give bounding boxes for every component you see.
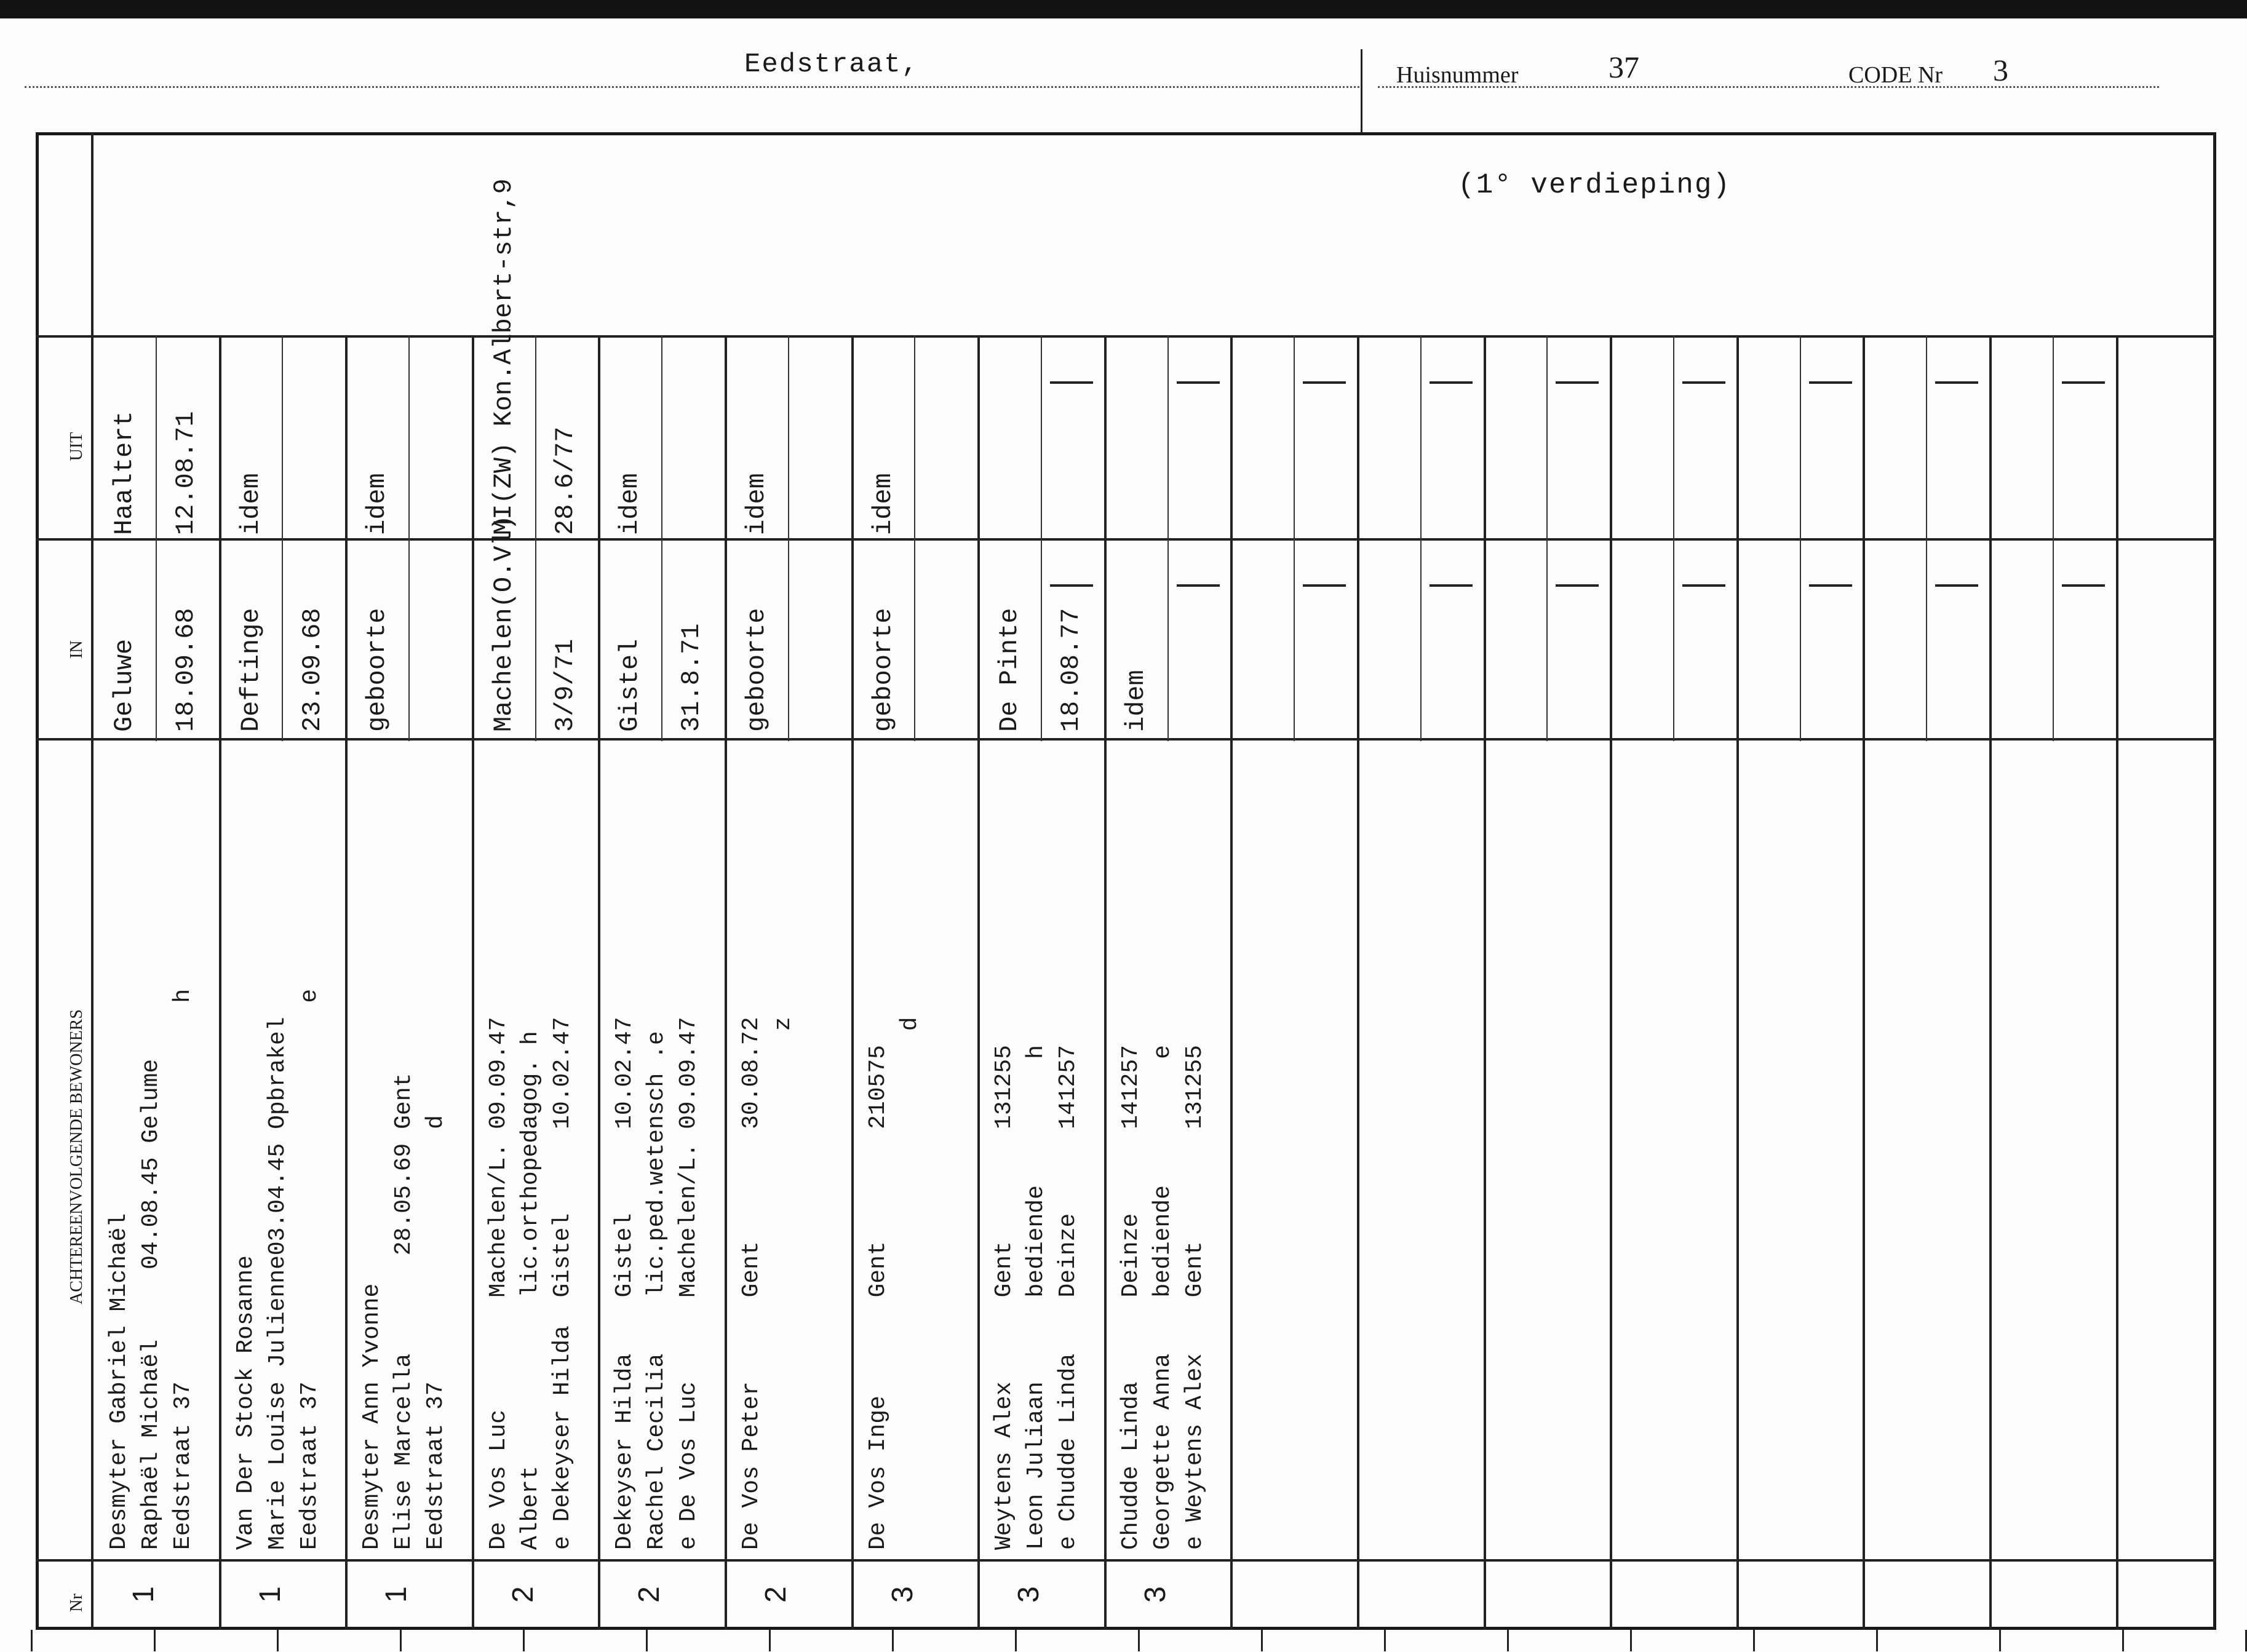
cell-split-line xyxy=(1294,538,1295,741)
in-date: 18.09.68 xyxy=(171,608,201,732)
bottom-edge-tick xyxy=(769,1630,771,1651)
uit-date: 12.08.71 xyxy=(171,411,201,535)
in-date: 3/9/71 xyxy=(550,638,580,732)
in-place: idem xyxy=(1121,670,1151,732)
bottom-edge-tick xyxy=(1261,1630,1263,1651)
in-date: 31.8.71 xyxy=(677,623,707,732)
header-dotted-line xyxy=(25,86,1359,88)
empty-cell-dash xyxy=(2062,584,2105,587)
row-number: 2 xyxy=(633,1586,666,1603)
bottom-edge-tick xyxy=(1015,1630,1017,1651)
empty-cell-dash xyxy=(1682,584,1725,587)
resident-entry: De Vos Peter Gent 30.08.72 z xyxy=(738,1017,797,1550)
floor-note: (1° verdieping) xyxy=(1458,169,1732,201)
band-divider-in xyxy=(36,538,2216,541)
column-divider xyxy=(1736,335,1739,1630)
empty-cell-dash xyxy=(1556,584,1599,587)
resident-entry: Desmyter Gabriel Michaël Raphaël Michaël 04.08.45 Gelume Eedstraat 37 h xyxy=(106,988,196,1550)
empty-cell-dash xyxy=(1556,381,1599,384)
label-residents: ACHTEREENVOLGENDE BEWONERS xyxy=(67,1009,86,1305)
in-place: Gistel xyxy=(615,638,645,732)
empty-cell-dash xyxy=(1682,381,1725,384)
bottom-edge-tick xyxy=(1876,1630,1878,1651)
row-number: 3 xyxy=(1139,1586,1172,1603)
cell-split-line xyxy=(788,538,789,741)
row-number: 1 xyxy=(380,1586,413,1603)
row-number: 3 xyxy=(886,1586,919,1603)
column-divider xyxy=(1863,335,1865,1630)
cell-split-line xyxy=(1673,335,1674,538)
cell-split-line xyxy=(282,538,283,741)
cell-split-line xyxy=(282,335,283,538)
empty-cell-dash xyxy=(2062,381,2105,384)
cell-split-line xyxy=(1167,335,1169,538)
row-number: 1 xyxy=(253,1586,287,1603)
bottom-edge-tick xyxy=(1630,1630,1632,1651)
uit-date: 28.6/77 xyxy=(550,426,580,535)
cell-split-line xyxy=(1673,538,1674,741)
cell-split-line xyxy=(1546,335,1548,538)
band-divider-nr xyxy=(36,1559,2216,1562)
bottom-edge-tick xyxy=(892,1630,894,1651)
in-place: Geluwe xyxy=(109,638,139,732)
empty-cell-dash xyxy=(1430,584,1473,587)
cell-split-line xyxy=(1420,335,1422,538)
column-divider xyxy=(472,335,474,1630)
uit-place: idem xyxy=(236,473,266,535)
resident-entry: Dekeyser Hilda Gistel 10.02.47 Rachel Cecilia lic.ped.wetensch .e e De Vos Luc Machelen/L. 09.09.47 xyxy=(611,1017,702,1550)
column-divider xyxy=(219,335,221,1630)
label-uit: UIT xyxy=(67,432,86,461)
resident-entry: Weytens Alex Gent 131255 Leon Juliaan bediende h e Chudde Linda Deinze 141257 xyxy=(991,1045,1082,1550)
row-number: 2 xyxy=(506,1586,539,1603)
bottom-edge-tick xyxy=(2122,1630,2124,1651)
empty-cell-dash xyxy=(1177,584,1220,587)
column-divider xyxy=(2116,335,2118,1630)
band-divider-uit xyxy=(36,335,2216,338)
bottom-edge-tick xyxy=(523,1630,525,1651)
row-number: 2 xyxy=(759,1586,792,1603)
code-label: CODE Nr xyxy=(1848,62,1943,88)
in-place: De Pinte xyxy=(995,608,1025,732)
column-divider xyxy=(725,335,727,1630)
cell-split-line xyxy=(156,335,157,538)
in-place: geboorte xyxy=(362,608,392,732)
cell-split-line xyxy=(1800,335,1801,538)
cell-split-line xyxy=(408,335,410,538)
bottom-edge-tick xyxy=(400,1630,402,1651)
bottom-edge-tick xyxy=(1999,1630,2001,1651)
uit-place: idem xyxy=(362,473,392,535)
street-name: Eedstraat, xyxy=(744,49,920,80)
empty-cell-dash xyxy=(1935,381,1978,384)
cell-split-line xyxy=(914,538,915,741)
column-divider xyxy=(598,335,600,1630)
cell-split-line xyxy=(1167,538,1169,741)
house-number-value: 37 xyxy=(1609,50,1639,84)
scan-top-edge xyxy=(0,0,2247,18)
cell-split-line xyxy=(1926,335,1927,538)
in-place: geboorte xyxy=(742,608,771,732)
cell-split-line xyxy=(1294,335,1295,538)
cell-split-line xyxy=(408,538,410,741)
column-divider xyxy=(977,335,980,1630)
uit-place: MI(ZW) Kon.Albert-str,9 xyxy=(488,178,519,535)
column-divider xyxy=(851,335,854,1630)
cell-split-line xyxy=(1926,538,1927,741)
empty-cell-dash xyxy=(1935,584,1978,587)
cell-split-line xyxy=(1041,538,1042,741)
uit-place: idem xyxy=(742,473,771,535)
uit-place: Haaltert xyxy=(109,411,139,535)
uit-place: idem xyxy=(615,473,645,535)
header-divider xyxy=(1361,49,1362,132)
empty-cell-dash xyxy=(1809,381,1852,384)
cell-split-line xyxy=(535,335,536,538)
resident-entry: De Vos Inge Gent 210575 d xyxy=(864,1017,923,1550)
bottom-edge-tick xyxy=(1384,1630,1386,1651)
empty-cell-dash xyxy=(1430,381,1473,384)
column-divider xyxy=(1357,335,1359,1630)
cell-split-line xyxy=(1041,335,1042,538)
bottom-edge-tick xyxy=(154,1630,156,1651)
cell-split-line xyxy=(535,538,536,741)
in-date: 23.09.68 xyxy=(297,608,327,732)
cell-split-line xyxy=(914,335,915,538)
empty-cell-dash xyxy=(1050,584,1093,587)
row-number: 3 xyxy=(1012,1586,1046,1603)
column-divider xyxy=(345,335,348,1630)
cell-split-line xyxy=(2053,538,2054,741)
cell-split-line xyxy=(1800,538,1801,741)
column-divider xyxy=(1104,335,1107,1630)
empty-cell-dash xyxy=(1809,584,1852,587)
column-divider xyxy=(1484,335,1486,1630)
resident-entry: De Vos Luc Machelen/L. 09.09.47 Albert lic.orthopedagog. h e Dekeyser Hilda Gistel 10.02.47 xyxy=(485,1017,576,1550)
column-divider xyxy=(1989,335,1992,1630)
column-divider xyxy=(1610,335,1612,1630)
bottom-edge-tick xyxy=(1138,1630,1140,1651)
empty-cell-dash xyxy=(1303,584,1346,587)
cell-split-line xyxy=(1420,538,1422,741)
cell-split-line xyxy=(661,538,662,741)
label-column-divider xyxy=(91,132,93,1630)
uit-place: idem xyxy=(868,473,898,535)
bottom-edge-tick xyxy=(646,1630,648,1651)
empty-cell-dash xyxy=(1050,381,1093,384)
resident-entry: Van Der Stock Rosanne Marie Louise Julienne03.04.45 Opbrakel Eedstraat 37 e xyxy=(232,988,323,1550)
cell-split-line xyxy=(1546,538,1548,741)
resident-entry: Desmyter Ann Yvonne Elise Marcella 28.05.69 Gent Eedstraat 37 d xyxy=(359,1073,450,1550)
band-divider-residents xyxy=(36,738,2216,741)
cell-split-line xyxy=(2053,335,2054,538)
bottom-edge-tick xyxy=(1753,1630,1755,1651)
label-in: IN xyxy=(67,640,86,659)
cell-split-line xyxy=(156,538,157,741)
resident-entry: Chudde Linda Deinze 141257 Georgette Anna bediende e e Weytens Alex Gent 131255 xyxy=(1117,1045,1208,1550)
empty-cell-dash xyxy=(1303,381,1346,384)
cell-split-line xyxy=(661,335,662,538)
in-date: 18.08.77 xyxy=(1056,608,1086,732)
house-number-label: Huisnummer xyxy=(1396,62,1519,88)
in-place: Machelen(O.Vl) xyxy=(488,515,519,732)
empty-cell-dash xyxy=(1177,381,1220,384)
cell-split-line xyxy=(788,335,789,538)
label-nr: Nr xyxy=(67,1594,86,1612)
bottom-edge-tick xyxy=(31,1630,33,1651)
bottom-edge-tick xyxy=(1507,1630,1509,1651)
in-place: Deftinge xyxy=(236,608,266,732)
column-divider xyxy=(1230,335,1233,1630)
bottom-edge-tick xyxy=(277,1630,279,1651)
row-number: 1 xyxy=(127,1586,160,1603)
code-value: 3 xyxy=(1993,53,2008,87)
in-place: geboorte xyxy=(868,608,898,732)
